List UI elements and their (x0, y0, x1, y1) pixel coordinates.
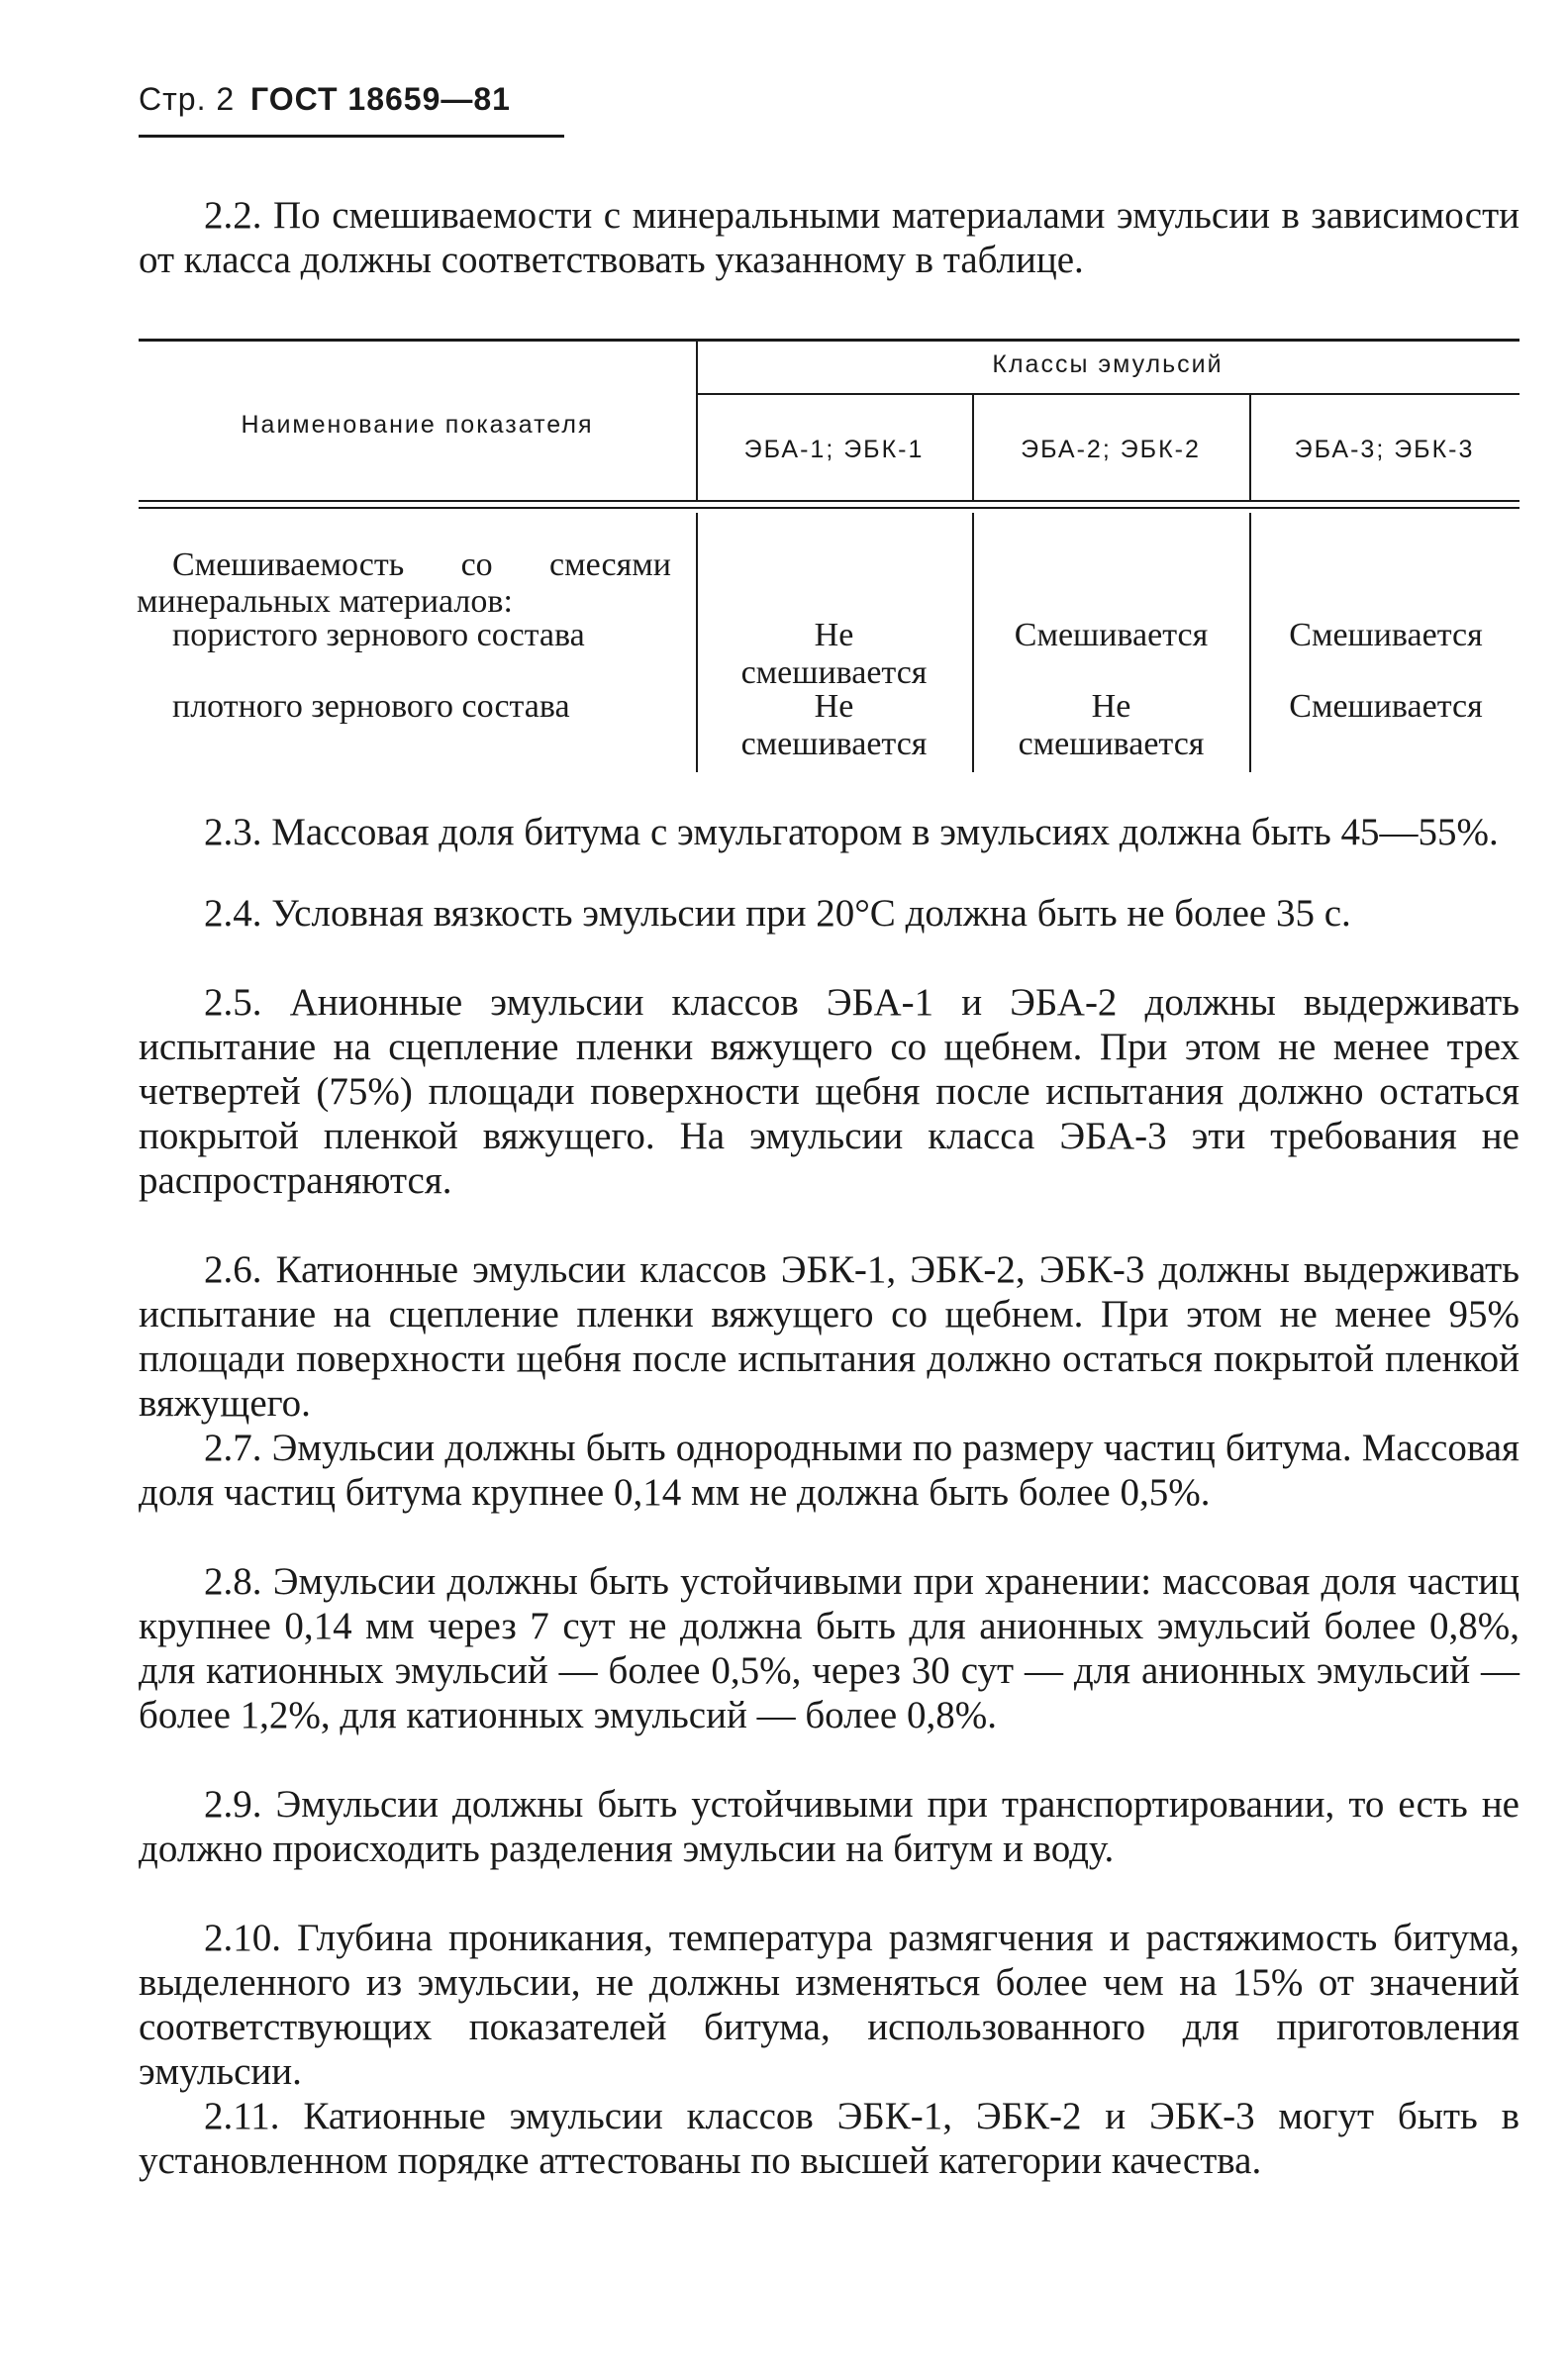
paragraph-2-3: 2.3. Массовая доля битума с эмульгатором в эмульсиях должна быть 45—55%. (204, 811, 1499, 853)
header-class-1: ЭБА-1; ЭБК-1 (743, 436, 925, 463)
table-vline-1-body (696, 513, 698, 772)
paragraph-2-6: 2.6. Катионные эмульсии классов ЭБК-1, ЭБК-2, ЭБК-3 должны выдерживать испытание на сцепление пленки вяжущего со щебнем. При этом не менее 95% площади поверхности щебня после испытания должно остаться покрытой пленкой вяжущего. (139, 1248, 1519, 1425)
cell-porous-class-3: Смешивается (1289, 617, 1483, 653)
table-header-rule-2 (139, 507, 1519, 509)
page-header (139, 81, 511, 118)
table-group-rule (696, 393, 1519, 395)
page-number: Стр. 2 (139, 81, 236, 117)
header-classes: Классы эмульсий (992, 350, 1224, 378)
table-vline-2-head (972, 395, 974, 500)
header-indicator: Наименование показателя (241, 411, 594, 439)
paragraph-2-11: 2.11. Катионные эмульсии классов ЭБК-1, ЭБК-2 и ЭБК-3 могут быть в установленном порядке аттестованы по высшей категории качества. (139, 2095, 1519, 2182)
cell-dense-class-1: Не смешивается (740, 688, 928, 762)
standard-number: ГОСТ 18659—81 (250, 81, 511, 117)
table-vline-1-head (696, 342, 698, 500)
paragraph-2-8: 2.8. Эмульсии должны быть устойчивыми при хранении: массовая доля частиц крупнее 0,14 мм через 7 сут не должна быть для анионных эмульсий более 0,8%, для катионных эмульсий — более 0,5%, через 30 сут — для анионных эмульсий — более 1,2%, для катионных эмульсий — более 0,8%. (139, 1560, 1519, 1736)
header-class-3: ЭБА-3; ЭБК-3 (1294, 436, 1475, 463)
cell-porous-class-2: Смешивается (1014, 617, 1209, 653)
table-vline-3-head (1249, 395, 1251, 500)
header-rule (139, 135, 564, 138)
table-header-rule-1 (139, 500, 1519, 502)
paragraph-2-7: 2.7. Эмульсии должны быть однородными по размеру частиц битума. Массовая доля частиц битума крупнее 0,14 мм не должна быть более 0,5%. (139, 1427, 1519, 1514)
cell-dense-class-2: Не смешивается (1018, 688, 1205, 762)
table-top-rule (139, 339, 1519, 342)
row-label-dense: плотного зернового состава (172, 688, 570, 725)
table-vline-3-body (1249, 513, 1251, 772)
row-heading: Смешиваемость со смесями минеральных материалов: (137, 546, 671, 620)
paragraph-2-10: 2.10. Глубина проникания, температура размягчения и растяжимость битума, выделенного из эмульсии, не должны изменяться более чем на 15% от значений соответствующих показателей битума, использованного для приготовления эмульсии. (139, 1917, 1519, 2093)
paragraph-2-9: 2.9. Эмульсии должны быть устойчивыми при транспортировании, то есть не должно происходить разделения эмульсии на битум и воду. (139, 1783, 1519, 1870)
cell-dense-class-3: Смешивается (1289, 688, 1483, 725)
row-label-porous: пористого зернового состава (172, 617, 585, 653)
paragraph-2-5: 2.5. Анионные эмульсии классов ЭБА-1 и ЭБА-2 должны выдерживать испытание на сцепление пленки вяжущего со щебнем. При этом не менее трех четвертей (75%) площади поверхности щебня после испытания должно остаться покрытой пленкой вяжущего. На эмульсии класса ЭБА-3 эти требования не распространяются. (139, 981, 1519, 1202)
header-class-2: ЭБА-2; ЭБК-2 (1021, 436, 1201, 463)
table-vline-2-body (972, 513, 974, 772)
cell-porous-class-1: Не смешивается (740, 617, 928, 691)
paragraph-2-4: 2.4. Условная вязкость эмульсии при 20°С должна быть не более 35 с. (204, 892, 1351, 935)
paragraph-2-2: 2.2. По смешиваемости с минеральными материалами эмульсии в зависимости от класса должны соответствовать указанному в таблице. (139, 194, 1519, 281)
